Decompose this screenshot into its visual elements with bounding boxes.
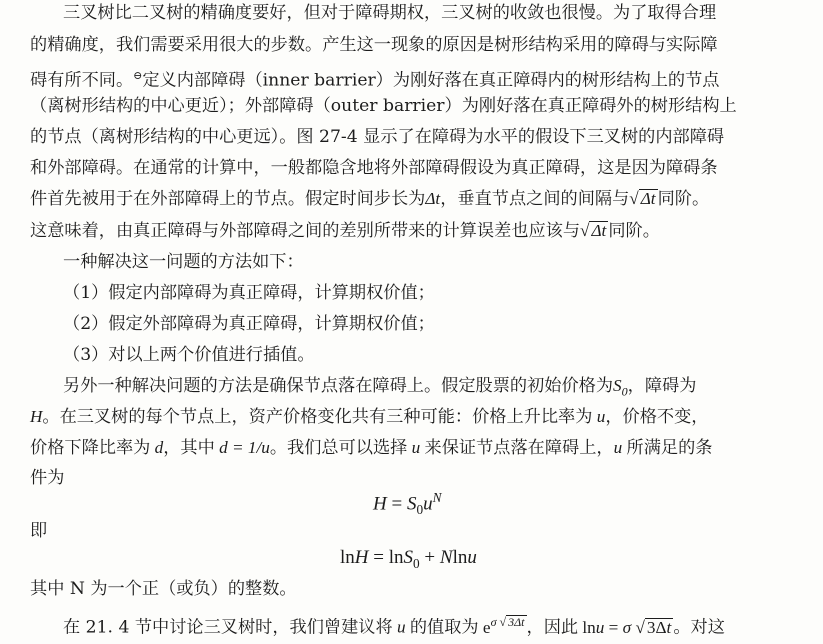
list-item-2: （2）假定外部障碍为真正障碍，计算期权价值； <box>63 314 435 334</box>
math-u: u <box>592 407 606 426</box>
text-segment: 所满足的条 <box>626 438 713 458</box>
math-d-eq: d = 1/u <box>214 438 270 457</box>
text-segment: 件首先被用于在外部障碍上的节点。假定时间步长为 <box>30 189 426 209</box>
math-u: u <box>407 438 425 457</box>
footnote-marker: ⊖ <box>133 69 143 82</box>
text-line-14 <box>30 405 708 429</box>
math-delta-t: Δt <box>425 189 441 208</box>
text-segment: 来保证节点落在障碍上， <box>424 438 614 458</box>
text-segment: 。对这 <box>673 617 725 638</box>
text-segment: ，价格不变， <box>605 407 709 427</box>
text-segment: 定义内部障碍（inner barrier）为刚好落在真正障碍内的树形结构上的节点 <box>142 70 720 91</box>
text-line-16: 件为 <box>30 468 65 488</box>
text-line-13 <box>63 374 696 403</box>
equation-1: $H = S_0u^N$ <box>373 490 442 518</box>
math-sqrt-delta-t: √ Δt <box>580 221 607 240</box>
text-segment: 。在三叉树的每个节点上，资产价格变化共有三种可能：价格上升比率为 <box>42 407 593 427</box>
sqrt-radicand: Δt <box>591 221 607 240</box>
math-lnu: lnu = σ √ 3Δt <box>578 617 672 637</box>
text-segment: 碍有所不同。 <box>30 70 134 91</box>
math-exp: $e^{\sigma √ 3\Delta t}$ <box>478 615 525 637</box>
list-item-1: （1）假定内部障碍为真正障碍，计算期权价值； <box>63 283 435 303</box>
text-line-9: 一种解决这一问题的方法如下： <box>63 252 304 272</box>
math-h: H <box>30 407 43 426</box>
text-line-1: 三叉树比二叉树的精确度要好，但对于障碍期权，三叉树的收敛也很慢。为了取得合理 <box>63 3 717 23</box>
text-line-2: 的精确度，我们需要采用很大的步数。产生这一现象的原因是树形结构采用的障碍与实际障 <box>30 35 718 55</box>
text-segment: ，障碍为 <box>627 376 697 396</box>
list-item-3: （3）对以上两个价值进行插值。 <box>63 345 315 365</box>
text-line-19 <box>63 610 725 640</box>
text-segment: 同阶。 <box>608 221 660 241</box>
math-d: d <box>150 438 164 457</box>
math-u: u <box>392 617 410 637</box>
text-segment: 在 21. 4 节中讨论三叉树时，我们曾建议将 <box>63 617 393 638</box>
text-segment: 的值取为 <box>409 617 479 638</box>
text-line-7 <box>30 187 709 211</box>
text-line-6: 和外部障碍。在通常的计算中，一般都隐含地将外部障碍假设为真正障碍，这是因为障碍条 <box>30 158 718 178</box>
math-u: u <box>613 438 627 457</box>
math-s0: $S_0$ <box>613 376 628 399</box>
text-line-3 <box>30 64 719 93</box>
text-segment: 同阶。 <box>657 189 710 209</box>
text-segment: ，其中 <box>163 438 215 458</box>
text-segment: ，因此 <box>526 617 579 638</box>
equation-2: lnH = lnS$_0$ + Nlnu <box>340 547 477 571</box>
text-segment: ，垂直节点之间的间隔与 <box>440 189 630 209</box>
text-segment: 价格下降比率为 <box>30 438 151 458</box>
text-line-4: （离树形结构的中心更近）；外部障碍（outer barrier）为刚好落在真正障碍外的树形结构上 <box>30 96 737 116</box>
text-line-17: 即 <box>30 521 48 541</box>
text-segment: 另外一种解决问题的方法是确保节点落在障碍上。假定股票的初始价格为 <box>63 376 614 396</box>
text-line-8 <box>30 219 660 243</box>
math-sqrt-delta-t: √ Δt <box>629 189 656 208</box>
text-line-18: 其中 N 为一个正（或负）的整数。 <box>30 579 297 599</box>
text-segment: 。我们总可以选择 <box>269 438 408 458</box>
text-line-5: 的节点（离树形结构的中心更远）。图 27-4 显示了在障碍为水平的假设下三叉树的内部障碍 <box>30 127 725 147</box>
text-segment: 这意味着，由真正障碍与外部障碍之间的差别所带来的计算误差也应该与 <box>30 221 581 241</box>
text-line-15 <box>30 436 712 460</box>
sqrt-radicand: Δt <box>640 189 656 208</box>
